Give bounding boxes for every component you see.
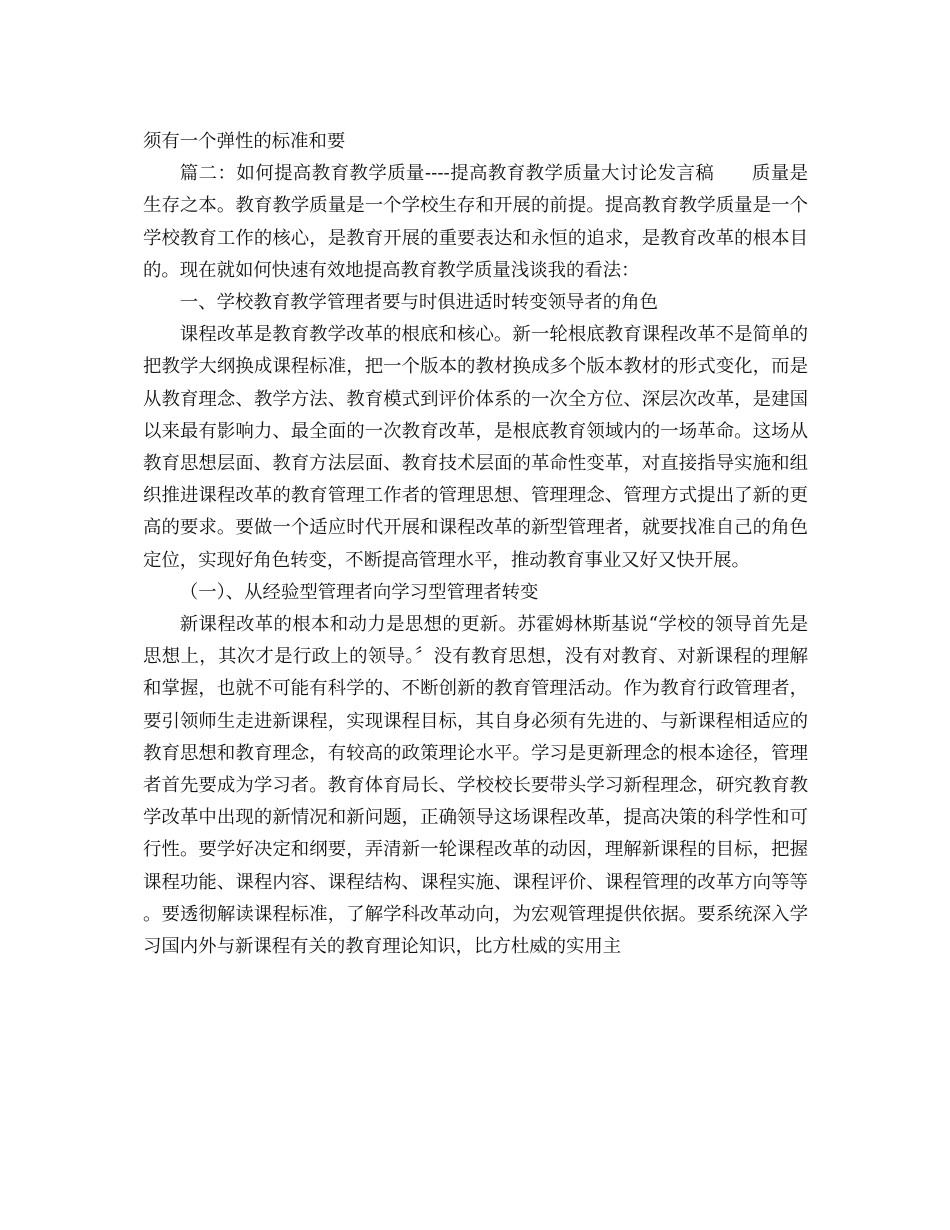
- section-heading: 一、学校教育教学管理者要与时俱进适时转变领导者的角色: [179, 292, 658, 314]
- article-intro-paragraph: 篇二：如何提高教育教学质量----提高教育教学质量大讨论发言稿 质量是生存之本。教育教学质量是一个学校生存和开展的前提。提高教育教学质量是一个学校教育工作的核心，是教育开展的重要表达和永恒的追求，是教育改革的根本目的。现在就如何快速有效地提高教育教学质量浅谈我的看法：: [143, 163, 808, 281]
- subsection-heading: （一）、从经验型管理者向学习型管理者转变: [179, 581, 539, 603]
- body-paragraph: 新课程改革的根本和动力是思想的更新。苏霍姆林斯基说“学校的领导首先是思想上，其次才是行政上的领导。〞没有教育思想，没有对教育、对新课程的理解和掌握，也就不可能有科学的、不断创新的教育管理活动。作为教育行政管理者，要引领师生走进新课程，实现课程目标，其自身必须有先进的、与新课程相适应的教育思想和教育理念，有较高的政策理论水平。学习是更新理念的根本途径，管理者首先要成为学习者。教育体育局长、学校校长要带头学习新程理念，研究教育教学改革中出现的新情况和新问题，正确领导这场课程改革，提高决策的科学性和可行性。要学好决定和纲要，弄清新一轮课程改革的动因，理解新课程的目标，把握课程功能、课程内容、课程结构、课程实施、课程评价、课程管理的改革方向等等。要透彻解读课程标准，了解学科改革动向，为宏观管理提供依据。要系统深入学习国内外与新课程有关的教育理论知识，比方杜威的实用主: [143, 614, 808, 958]
- document-body: [143, 126, 808, 963]
- continuation-paragraph: 须有一个弹性的标准和要: [143, 131, 346, 152]
- body-paragraph: 课程改革是教育教学改革的根底和核心。新一轮根底教育课程改革不是简单的把教学大纲换成课程标准，把一个版本的教材换成多个版本教材的形式变化，而是从教育理念、教学方法、教育模式到评价体系的一次全方位、深层次改革，是建国以来最有影响力、最全面的一次教育改革，是根底教育领域内的一场革命。这场从教育思想层面、教育方法层面、教育技术层面的革命性变革，对直接指导实施和组织推进课程改革的教育管理工作者的管理思想、管理理念、管理方式提出了新的更高的要求。要做一个适应时代开展和课程改革的新型管理者，就要找准自己的角色定位，实现好角色转变，不断提高管理水平，推动教育事业又好又快开展。: [143, 324, 808, 571]
